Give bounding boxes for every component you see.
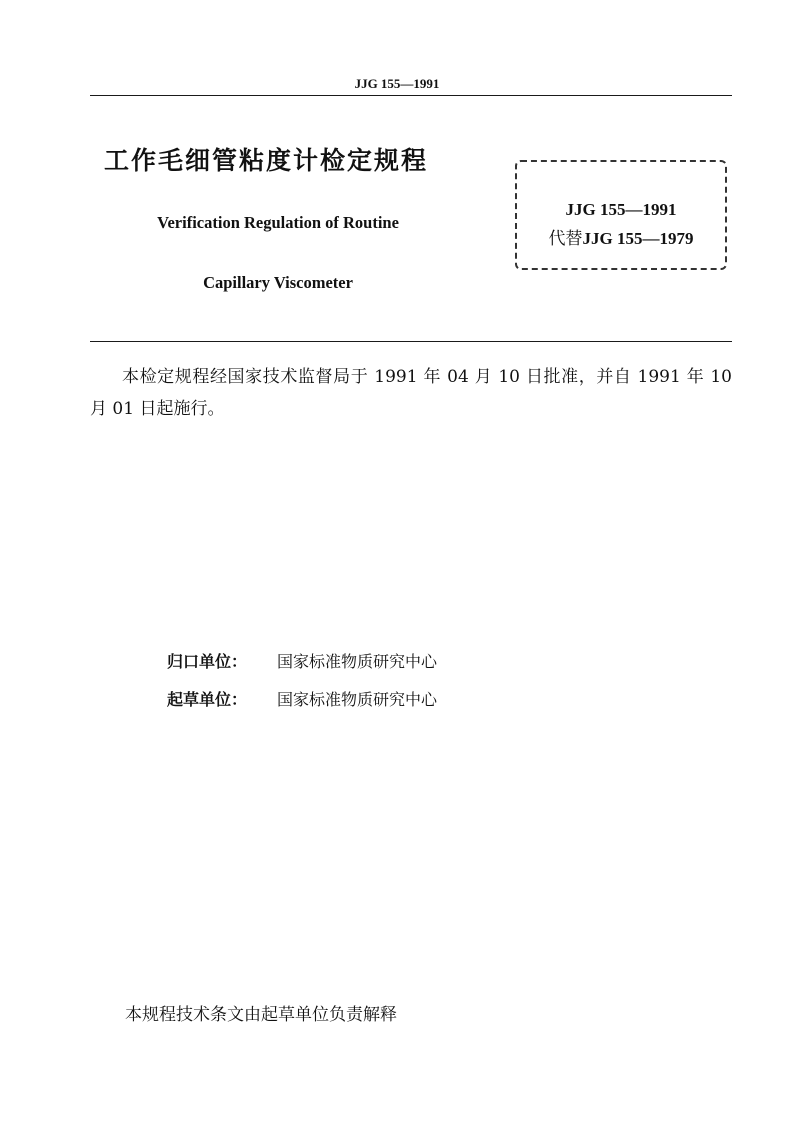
responsible-unit-row bbox=[167, 649, 437, 672]
header-code: JJG 155—1991 bbox=[354, 76, 440, 91]
drafting-unit-row bbox=[167, 687, 437, 710]
approval-text: 本检定规程经国家技术监督局于 1991 年 04 月 10 日批准，并自 1991 年 10 月 01 日起施行。 bbox=[90, 367, 732, 419]
drafting-unit-label: 起草单位： bbox=[167, 690, 248, 709]
title-chinese: 工作毛细管粘度计检定规程 bbox=[104, 146, 429, 175]
responsible-unit-label: 归口单位： bbox=[167, 652, 248, 671]
drafting-unit-value: 国家标准物质研究中心 bbox=[277, 690, 438, 709]
code-box bbox=[515, 195, 727, 253]
header-rule bbox=[90, 95, 732, 96]
replaces-code: JJG 155—1979 bbox=[582, 229, 694, 248]
replaces-prefix: 代替 bbox=[548, 229, 583, 248]
responsible-unit-value: 国家标准物质研究中心 bbox=[277, 652, 438, 671]
section-rule bbox=[90, 341, 732, 342]
code-box-code: JJG 155—1991 bbox=[565, 200, 677, 219]
title-english-line1: Verification Regulation of Routine bbox=[157, 213, 399, 232]
footer-note: 本规程技术条文由起草单位负责解释 bbox=[125, 1005, 397, 1025]
code-box-replaces bbox=[515, 224, 727, 253]
title-english-line2: Capillary Viscometer bbox=[203, 273, 353, 292]
